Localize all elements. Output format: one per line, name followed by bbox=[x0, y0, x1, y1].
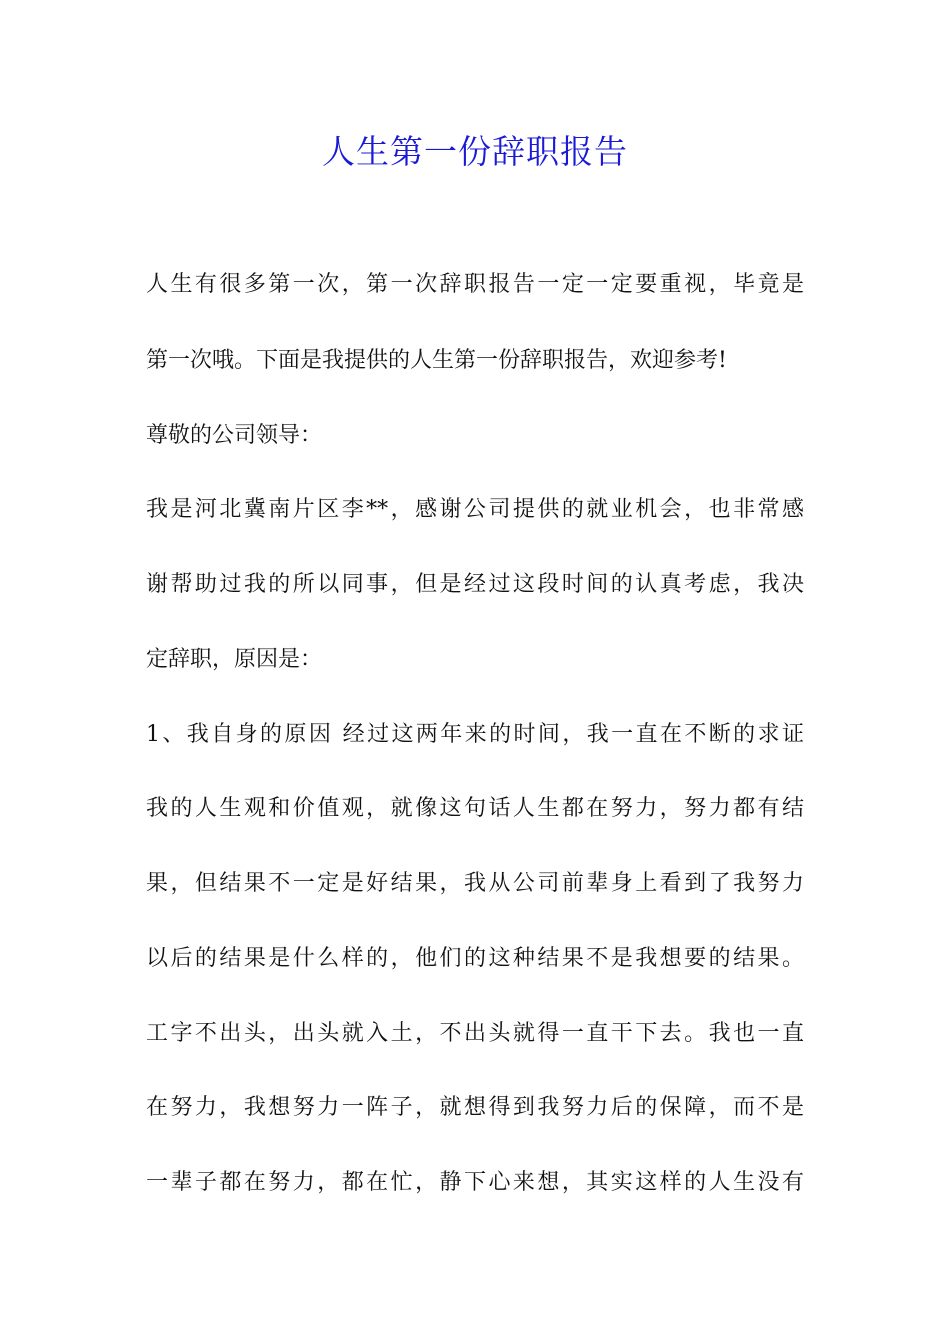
paragraph-line: 1、我自身的原因 经过这两年来的时间，我一直在不断的求证 bbox=[146, 722, 804, 747]
paragraph-line: 定辞职，原因是： bbox=[146, 647, 323, 672]
paragraph-line: 谢帮助过我的所以同事，但是经过这段时间的认真考虑，我决 bbox=[146, 572, 804, 597]
paragraph-line: 果，但结果不一定是好结果，我从公司前辈身上看到了我努力 bbox=[146, 871, 804, 896]
document-title: 人生第一份辞职报告 bbox=[322, 132, 628, 171]
paragraph-line: 一辈子都在努力，都在忙，静下心来想，其实这样的人生没有 bbox=[146, 1170, 804, 1195]
paragraph-line: 我的人生观和价值观，就像这句话人生都在努力，努力都有结 bbox=[146, 796, 804, 821]
paragraph-line: 在努力，我想努力一阵子，就想得到我努力后的保障，而不是 bbox=[146, 1095, 804, 1120]
paragraph-line: 第一次哦。下面是我提供的人生第一份辞职报告，欢迎参考! bbox=[146, 348, 727, 373]
paragraph-line: 人生有很多第一次，第一次辞职报告一定一定要重视，毕竟是 bbox=[146, 272, 804, 297]
paragraph-line: 工字不出头，出头就入土，不出头就得一直干下去。我也一直 bbox=[146, 1021, 804, 1046]
salutation-line: 尊敬的公司领导： bbox=[146, 423, 323, 448]
paragraph-line: 我是河北冀南片区李**，感谢公司提供的就业机会，也非常感 bbox=[146, 497, 804, 522]
paragraph-line: 以后的结果是什么样的，他们的这种结果不是我想要的结果。 bbox=[146, 946, 804, 971]
